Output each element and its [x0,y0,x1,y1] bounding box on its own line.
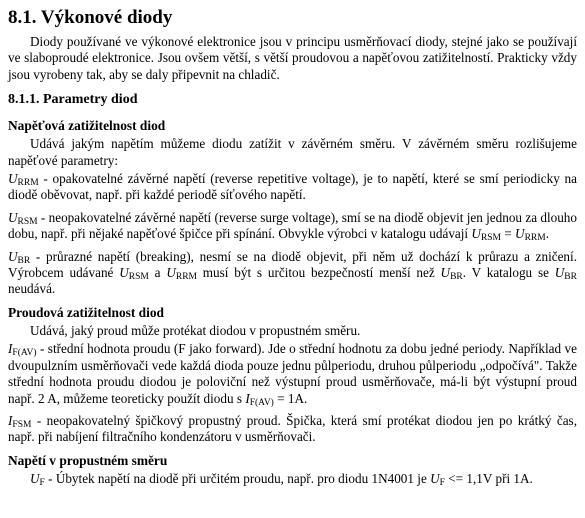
current-heading: Proudová zatižitelnost diod [8,304,164,320]
symbol-ifav: $I_{F(AV)}$ [8,341,37,359]
param-ubr: $U_{BR}$ - průrazné napětí (breaking), nesmí se na diodě objevit, při něm už dochází k průrazu a zničení. Výrobcem udávané $U_{RSM}$ a $U_{RRM}$ musí být s určitou bezpečností menší než $U_{BR}$. V katalogu se $U_{BR}$ neudává. [8,248,577,297]
forward-heading: Napětí v propustném směru [8,452,168,468]
urrm-description: - opakovatelné závěrné napětí (reverse repetitive voltage), je to napětí, které se smí periodicky na diodě oběvovat, např. při každé periodě síťového napětí. [8,171,577,203]
forward-voltage-paragraph: $U_F$ - Úbytek napětí na diodě při určitém proudu, např. pro diodu 1N4001 je $U_F <= 1,1V$ při 1A. [30,470,533,488]
ifsm-description: - neopakovatelný špičkový propustný proud. Špička, která smí protékat diodou jen po krátký čas, např. při nabíjení filtračního kondenzátoru v usměrňovači. [8,412,577,445]
page-title: 8.1. Výkonové diody [8,7,173,28]
ursm-equation: $U_{RSM} = U_{RRM}$. [471,226,549,244]
symbol-ubr: $U_{BR}$ [8,248,31,266]
voltage-intro: Udává jakým napětím můžeme diodu zatížit v závěrném směru. V závěrném směru rozlišujeme napěťové parametry: [8,136,577,168]
section-heading: 8.1.1. Parametry diod [8,92,138,108]
param-ifsm [8,413,577,446]
param-ifav: $I_{F(AV)}$ - střední hodnota proudu (F jako forward). Jde o střední hodnotu za dobu jedné periody. Například ve dvoupulzním usměrňovači vede každá dioda pouze jednu půlperiodu, druhou půlperiodu „odpočívá". Takže střední hodnota proudu diodou je poloviční než výstupní proud usměrňovače, má-li být výstupní proud např. 2 A, můžeme teoreticky použít diodu s $I_{F(AV)} = 1A$. [8,341,577,408]
symbol-uf: $U_F$ [30,470,45,488]
voltage-heading: Napěťová zatižitelnost diod [8,118,166,134]
symbol-ifsm: $I_{FSM}$ [8,412,32,430]
symbol-ursm: $U_{RSM}$ [8,209,38,227]
symbol-urrm: $U_{RRM}$ [8,171,39,189]
param-urrm [8,171,577,204]
ursm-description: - neopakovatelné závěrné napětí (reverse surge voltage), smí se na diodě objevit jen jednou za dlouho dobu, např. při nějaké napěťové špičce při spínání. Obvykle výrobci v katalogu udávají [8,209,577,242]
intro-paragraph: Diody používané ve výkonové elektronice jsou v principu usměrňovací diody, stejné jako se používají ve slaboproudé elektronice. Jsou ovšem větší, s větší proudovou a napěťovou zatižitelností. Prakticky vždy jsou vyrobeny tak, aby se daly připevnit na chladič. [8,34,577,82]
current-intro: Udává, jaký proud může protékat diodou v propustném směru. [30,322,361,338]
param-ursm [8,210,577,243]
